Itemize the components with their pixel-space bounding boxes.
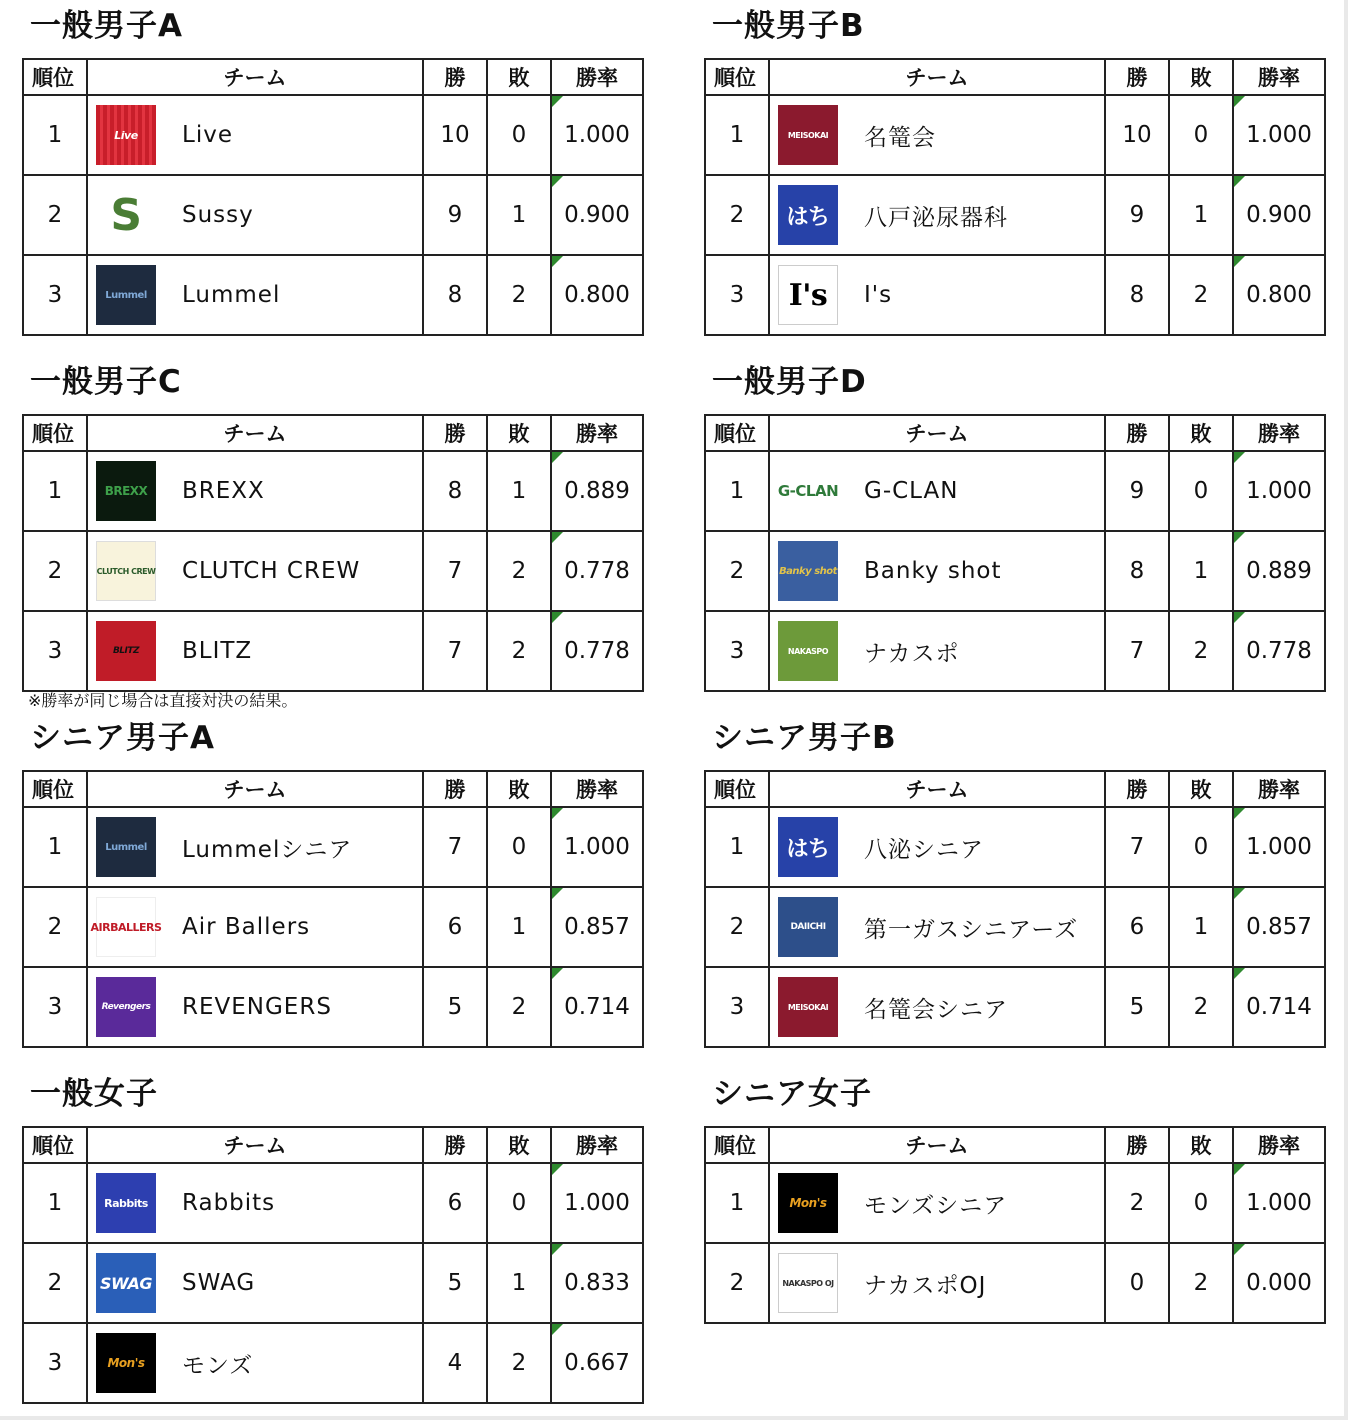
rate-cell bbox=[551, 451, 643, 531]
team-logo: Live bbox=[96, 105, 156, 165]
rate-value: 0.857 bbox=[1246, 914, 1312, 940]
tiebreak-note: ※勝率が同じ場合は直接対決の結果。 bbox=[28, 691, 298, 710]
rate-value: 0.667 bbox=[564, 1350, 630, 1376]
team-logo: はち bbox=[778, 817, 838, 877]
rate-value: 0.778 bbox=[1246, 638, 1312, 664]
header-rate: 勝率 bbox=[551, 771, 643, 807]
team-name: REVENGERS bbox=[182, 994, 332, 1020]
team-logo: Lummel bbox=[96, 265, 156, 325]
rate-value: 1.000 bbox=[564, 834, 630, 860]
losses-cell: 2 bbox=[1169, 611, 1233, 691]
team-cell bbox=[769, 967, 1105, 1047]
losses-cell: 0 bbox=[1169, 451, 1233, 531]
team-cell bbox=[87, 807, 423, 887]
division-title: 一般女子 bbox=[30, 1076, 158, 1112]
team-name: G-CLAN bbox=[864, 478, 959, 504]
standings-table bbox=[704, 414, 1326, 692]
standings-table bbox=[22, 414, 644, 692]
rate-value: 0.800 bbox=[1246, 282, 1312, 308]
division-title: 一般男子A bbox=[30, 8, 183, 44]
header-team: チーム bbox=[87, 1127, 423, 1163]
table-row bbox=[705, 531, 1325, 611]
header-row bbox=[705, 415, 1325, 451]
cell-marker-icon bbox=[1234, 1164, 1245, 1175]
header-team: チーム bbox=[87, 59, 423, 95]
team-logo: NAKASPO OJ bbox=[778, 1253, 838, 1313]
header-team: チーム bbox=[769, 59, 1105, 95]
table-row bbox=[23, 967, 643, 1047]
rate-cell bbox=[551, 807, 643, 887]
cell-marker-icon bbox=[552, 1244, 563, 1255]
team-logo: Mon's bbox=[96, 1333, 156, 1393]
losses-cell: 0 bbox=[1169, 807, 1233, 887]
rate-value: 1.000 bbox=[1246, 1190, 1312, 1216]
team-cell bbox=[87, 967, 423, 1047]
table-row bbox=[23, 887, 643, 967]
header-wins: 勝 bbox=[423, 415, 487, 451]
team-logo: NAKASPO bbox=[778, 621, 838, 681]
wins-cell: 6 bbox=[1105, 887, 1169, 967]
rank-cell: 1 bbox=[23, 807, 87, 887]
rate-value: 0.900 bbox=[564, 202, 630, 228]
team-name: Lummelシニア bbox=[182, 836, 353, 863]
rank-cell: 1 bbox=[23, 95, 87, 175]
team-name: Banky shot bbox=[864, 558, 1002, 584]
header-rate: 勝率 bbox=[1233, 59, 1325, 95]
team-logo: Revengers bbox=[96, 977, 156, 1037]
standings-table bbox=[22, 1126, 644, 1404]
team-cell bbox=[769, 95, 1105, 175]
team-cell bbox=[87, 451, 423, 531]
header-team: チーム bbox=[87, 771, 423, 807]
wins-cell: 7 bbox=[1105, 611, 1169, 691]
wins-cell: 5 bbox=[423, 1243, 487, 1323]
division-title: 一般男子C bbox=[30, 364, 182, 400]
header-rank: 順位 bbox=[705, 1127, 769, 1163]
header-rank: 順位 bbox=[705, 59, 769, 95]
cell-marker-icon bbox=[1234, 256, 1245, 267]
team-logo: CLUTCH CREW bbox=[96, 541, 156, 601]
team-cell bbox=[87, 1243, 423, 1323]
losses-cell: 0 bbox=[487, 95, 551, 175]
losses-cell: 0 bbox=[487, 1163, 551, 1243]
cell-marker-icon bbox=[1234, 532, 1245, 543]
header-team: チーム bbox=[769, 771, 1105, 807]
rank-cell: 3 bbox=[23, 255, 87, 335]
header-rate: 勝率 bbox=[1233, 415, 1325, 451]
cell-marker-icon bbox=[1234, 968, 1245, 979]
division-title: 一般男子B bbox=[712, 8, 865, 44]
team-name: SWAG bbox=[182, 1270, 256, 1296]
standings-table bbox=[22, 58, 644, 336]
header-rank: 順位 bbox=[705, 415, 769, 451]
losses-cell: 1 bbox=[1169, 887, 1233, 967]
page-right-edge bbox=[1344, 0, 1348, 1420]
rank-cell: 3 bbox=[705, 255, 769, 335]
cell-marker-icon bbox=[552, 808, 563, 819]
table-row bbox=[23, 1243, 643, 1323]
team-logo: Mon's bbox=[778, 1173, 838, 1233]
team-logo: I's bbox=[778, 265, 838, 325]
losses-cell: 2 bbox=[1169, 967, 1233, 1047]
team-name: 八泌シニア bbox=[864, 836, 984, 863]
rate-cell bbox=[1233, 967, 1325, 1047]
header-rate: 勝率 bbox=[551, 415, 643, 451]
losses-cell: 2 bbox=[1169, 1243, 1233, 1323]
wins-cell: 8 bbox=[423, 451, 487, 531]
wins-cell: 0 bbox=[1105, 1243, 1169, 1323]
wins-cell: 6 bbox=[423, 887, 487, 967]
header-rate: 勝率 bbox=[551, 59, 643, 95]
wins-cell: 8 bbox=[1105, 255, 1169, 335]
header-row bbox=[705, 1127, 1325, 1163]
team-logo: AIRBALLERS bbox=[96, 897, 156, 957]
rate-cell bbox=[1233, 1243, 1325, 1323]
rate-cell bbox=[1233, 175, 1325, 255]
rank-cell: 1 bbox=[705, 95, 769, 175]
team-name: Sussy bbox=[182, 202, 254, 228]
team-cell bbox=[769, 1163, 1105, 1243]
table-row bbox=[705, 1163, 1325, 1243]
table-row bbox=[23, 175, 643, 255]
team-name: BLITZ bbox=[182, 638, 253, 664]
rate-value: 1.000 bbox=[1246, 122, 1312, 148]
team-name: ナカスポ bbox=[864, 640, 960, 667]
page-bottom-edge bbox=[0, 1416, 1348, 1420]
rank-cell: 1 bbox=[705, 451, 769, 531]
cell-marker-icon bbox=[552, 452, 563, 463]
header-losses: 敗 bbox=[1169, 1127, 1233, 1163]
header-row bbox=[705, 59, 1325, 95]
cell-marker-icon bbox=[552, 256, 563, 267]
losses-cell: 1 bbox=[1169, 175, 1233, 255]
header-rank: 順位 bbox=[23, 59, 87, 95]
header-wins: 勝 bbox=[423, 771, 487, 807]
rank-cell: 2 bbox=[23, 1243, 87, 1323]
header-row bbox=[705, 771, 1325, 807]
rate-value: 0.889 bbox=[1246, 558, 1312, 584]
cell-marker-icon bbox=[1234, 452, 1245, 463]
wins-cell: 7 bbox=[1105, 807, 1169, 887]
rate-value: 0.714 bbox=[564, 994, 630, 1020]
wins-cell: 4 bbox=[423, 1323, 487, 1403]
team-cell bbox=[87, 95, 423, 175]
team-name: Lummel bbox=[182, 282, 281, 308]
table-row bbox=[705, 175, 1325, 255]
rank-cell: 2 bbox=[23, 887, 87, 967]
team-cell bbox=[769, 807, 1105, 887]
rate-cell bbox=[1233, 255, 1325, 335]
team-name: Live bbox=[182, 122, 233, 148]
team-name: Rabbits bbox=[182, 1190, 276, 1216]
rate-value: 0.900 bbox=[1246, 202, 1312, 228]
division-title: シニア男子A bbox=[30, 720, 215, 756]
team-logo: BLITZ bbox=[96, 621, 156, 681]
rate-cell bbox=[1233, 611, 1325, 691]
cell-marker-icon bbox=[1234, 176, 1245, 187]
team-name: 第一ガスシニアーズ bbox=[864, 916, 1079, 943]
cell-marker-icon bbox=[1234, 96, 1245, 107]
standings-table bbox=[22, 770, 644, 1048]
header-losses: 敗 bbox=[1169, 771, 1233, 807]
losses-cell: 2 bbox=[487, 967, 551, 1047]
header-row bbox=[23, 59, 643, 95]
header-losses: 敗 bbox=[487, 771, 551, 807]
header-rate: 勝率 bbox=[1233, 1127, 1325, 1163]
rate-cell bbox=[1233, 1163, 1325, 1243]
header-wins: 勝 bbox=[1105, 415, 1169, 451]
team-cell bbox=[87, 531, 423, 611]
rank-cell: 2 bbox=[23, 175, 87, 255]
team-cell bbox=[87, 611, 423, 691]
table-row bbox=[23, 807, 643, 887]
table-row bbox=[705, 611, 1325, 691]
team-cell bbox=[87, 1323, 423, 1403]
cell-marker-icon bbox=[552, 176, 563, 187]
team-cell bbox=[87, 887, 423, 967]
header-team: チーム bbox=[769, 415, 1105, 451]
team-cell bbox=[87, 175, 423, 255]
rate-cell bbox=[1233, 887, 1325, 967]
team-name: BREXX bbox=[182, 478, 265, 504]
table-row bbox=[705, 967, 1325, 1047]
header-losses: 敗 bbox=[487, 1127, 551, 1163]
team-name: モンズ bbox=[182, 1352, 254, 1379]
table-row bbox=[705, 1243, 1325, 1323]
wins-cell: 9 bbox=[423, 175, 487, 255]
rate-cell bbox=[551, 611, 643, 691]
rank-cell: 1 bbox=[705, 1163, 769, 1243]
header-rank: 順位 bbox=[705, 771, 769, 807]
cell-marker-icon bbox=[1234, 808, 1245, 819]
header-team: チーム bbox=[769, 1127, 1105, 1163]
standings-table bbox=[704, 770, 1326, 1048]
header-rate: 勝率 bbox=[1233, 771, 1325, 807]
wins-cell: 10 bbox=[423, 95, 487, 175]
rate-cell bbox=[1233, 451, 1325, 531]
wins-cell: 8 bbox=[1105, 531, 1169, 611]
rate-value: 1.000 bbox=[564, 122, 630, 148]
team-name: Air Ballers bbox=[182, 914, 311, 940]
team-logo: DAIICHI bbox=[778, 897, 838, 957]
rate-cell bbox=[551, 1243, 643, 1323]
rank-cell: 2 bbox=[705, 887, 769, 967]
team-cell bbox=[769, 451, 1105, 531]
rank-cell: 2 bbox=[705, 1243, 769, 1323]
rate-cell bbox=[551, 255, 643, 335]
wins-cell: 8 bbox=[423, 255, 487, 335]
losses-cell: 2 bbox=[487, 1323, 551, 1403]
cell-marker-icon bbox=[552, 888, 563, 899]
table-row bbox=[705, 255, 1325, 335]
wins-cell: 9 bbox=[1105, 451, 1169, 531]
division-title: 一般男子D bbox=[712, 364, 867, 400]
header-losses: 敗 bbox=[1169, 59, 1233, 95]
team-cell bbox=[87, 255, 423, 335]
team-logo: Rabbits bbox=[96, 1173, 156, 1233]
header-losses: 敗 bbox=[487, 415, 551, 451]
team-logo: SWAG bbox=[96, 1253, 156, 1313]
wins-cell: 6 bbox=[423, 1163, 487, 1243]
table-row bbox=[705, 451, 1325, 531]
rank-cell: 1 bbox=[23, 1163, 87, 1243]
rate-value: 1.000 bbox=[1246, 478, 1312, 504]
rate-value: 0.889 bbox=[564, 478, 630, 504]
table-row bbox=[23, 1323, 643, 1403]
team-name: I's bbox=[864, 282, 893, 308]
losses-cell: 0 bbox=[1169, 95, 1233, 175]
team-name: 八戸泌尿器科 bbox=[864, 204, 1008, 231]
wins-cell: 5 bbox=[1105, 967, 1169, 1047]
rate-cell bbox=[551, 95, 643, 175]
rank-cell: 3 bbox=[705, 967, 769, 1047]
team-name: 名篭会 bbox=[864, 124, 936, 151]
losses-cell: 2 bbox=[487, 255, 551, 335]
rate-cell bbox=[551, 175, 643, 255]
rate-value: 1.000 bbox=[564, 1190, 630, 1216]
team-cell bbox=[769, 887, 1105, 967]
rate-cell bbox=[551, 531, 643, 611]
header-row bbox=[23, 415, 643, 451]
header-wins: 勝 bbox=[423, 1127, 487, 1163]
rank-cell: 3 bbox=[23, 967, 87, 1047]
header-rank: 順位 bbox=[23, 1127, 87, 1163]
team-cell bbox=[769, 255, 1105, 335]
wins-cell: 5 bbox=[423, 967, 487, 1047]
rate-cell bbox=[1233, 807, 1325, 887]
team-logo: G-CLAN bbox=[778, 461, 838, 521]
team-cell bbox=[769, 531, 1105, 611]
losses-cell: 1 bbox=[487, 451, 551, 531]
rate-cell bbox=[551, 1323, 643, 1403]
header-wins: 勝 bbox=[1105, 771, 1169, 807]
rate-cell bbox=[551, 1163, 643, 1243]
team-logo: Banky shot bbox=[778, 541, 838, 601]
team-logo: MEISOKAI bbox=[778, 105, 838, 165]
wins-cell: 9 bbox=[1105, 175, 1169, 255]
header-wins: 勝 bbox=[1105, 1127, 1169, 1163]
division-title: シニア男子B bbox=[712, 720, 897, 756]
team-name: モンズシニア bbox=[864, 1192, 1008, 1219]
header-row bbox=[23, 1127, 643, 1163]
table-row bbox=[705, 807, 1325, 887]
rate-cell bbox=[551, 887, 643, 967]
table-row bbox=[705, 95, 1325, 175]
rank-cell: 2 bbox=[705, 531, 769, 611]
losses-cell: 1 bbox=[487, 887, 551, 967]
rank-cell: 3 bbox=[705, 611, 769, 691]
header-losses: 敗 bbox=[1169, 415, 1233, 451]
header-wins: 勝 bbox=[1105, 59, 1169, 95]
rate-cell bbox=[1233, 95, 1325, 175]
team-logo: BREXX bbox=[96, 461, 156, 521]
losses-cell: 1 bbox=[487, 1243, 551, 1323]
standings-table bbox=[704, 58, 1326, 336]
rate-value: 1.000 bbox=[1246, 834, 1312, 860]
losses-cell: 2 bbox=[487, 611, 551, 691]
table-row bbox=[23, 451, 643, 531]
division-title: シニア女子 bbox=[712, 1076, 872, 1112]
header-losses: 敗 bbox=[487, 59, 551, 95]
cell-marker-icon bbox=[1234, 1244, 1245, 1255]
wins-cell: 7 bbox=[423, 611, 487, 691]
rate-value: 0.714 bbox=[1246, 994, 1312, 1020]
wins-cell: 7 bbox=[423, 531, 487, 611]
team-cell bbox=[769, 175, 1105, 255]
team-logo: MEISOKAI bbox=[778, 977, 838, 1037]
rank-cell: 3 bbox=[23, 611, 87, 691]
rate-value: 0.778 bbox=[564, 638, 630, 664]
wins-cell: 10 bbox=[1105, 95, 1169, 175]
rank-cell: 2 bbox=[23, 531, 87, 611]
header-rank: 順位 bbox=[23, 771, 87, 807]
header-row bbox=[23, 771, 643, 807]
losses-cell: 2 bbox=[487, 531, 551, 611]
losses-cell: 0 bbox=[1169, 1163, 1233, 1243]
rank-cell: 3 bbox=[23, 1323, 87, 1403]
cell-marker-icon bbox=[552, 968, 563, 979]
losses-cell: 1 bbox=[1169, 531, 1233, 611]
team-logo: S bbox=[96, 185, 156, 245]
team-cell bbox=[769, 1243, 1105, 1323]
losses-cell: 2 bbox=[1169, 255, 1233, 335]
rate-cell bbox=[551, 967, 643, 1047]
cell-marker-icon bbox=[552, 612, 563, 623]
table-row bbox=[23, 1163, 643, 1243]
rank-cell: 1 bbox=[705, 807, 769, 887]
team-logo: はち bbox=[778, 185, 838, 245]
team-cell bbox=[769, 611, 1105, 691]
header-team: チーム bbox=[87, 415, 423, 451]
cell-marker-icon bbox=[552, 1164, 563, 1175]
cell-marker-icon bbox=[1234, 612, 1245, 623]
header-rate: 勝率 bbox=[551, 1127, 643, 1163]
rate-value: 0.778 bbox=[564, 558, 630, 584]
cell-marker-icon bbox=[552, 96, 563, 107]
rate-value: 0.833 bbox=[564, 1270, 630, 1296]
losses-cell: 0 bbox=[487, 807, 551, 887]
wins-cell: 7 bbox=[423, 807, 487, 887]
table-row bbox=[23, 255, 643, 335]
table-row bbox=[705, 887, 1325, 967]
team-name: ナカスポOJ bbox=[864, 1272, 987, 1299]
team-cell bbox=[87, 1163, 423, 1243]
table-row bbox=[23, 611, 643, 691]
header-wins: 勝 bbox=[423, 59, 487, 95]
cell-marker-icon bbox=[1234, 888, 1245, 899]
cell-marker-icon bbox=[552, 1324, 563, 1335]
team-name: CLUTCH CREW bbox=[182, 558, 361, 584]
rank-cell: 1 bbox=[23, 451, 87, 531]
table-row bbox=[23, 95, 643, 175]
rate-value: 0.857 bbox=[564, 914, 630, 940]
standings-table bbox=[704, 1126, 1326, 1324]
wins-cell: 2 bbox=[1105, 1163, 1169, 1243]
header-rank: 順位 bbox=[23, 415, 87, 451]
cell-marker-icon bbox=[552, 532, 563, 543]
table-row bbox=[23, 531, 643, 611]
rate-value: 0.800 bbox=[564, 282, 630, 308]
losses-cell: 1 bbox=[487, 175, 551, 255]
rank-cell: 2 bbox=[705, 175, 769, 255]
rate-cell bbox=[1233, 531, 1325, 611]
team-name: 名篭会シニア bbox=[864, 996, 1008, 1023]
rate-value: 0.000 bbox=[1246, 1270, 1312, 1296]
team-logo: Lummel bbox=[96, 817, 156, 877]
